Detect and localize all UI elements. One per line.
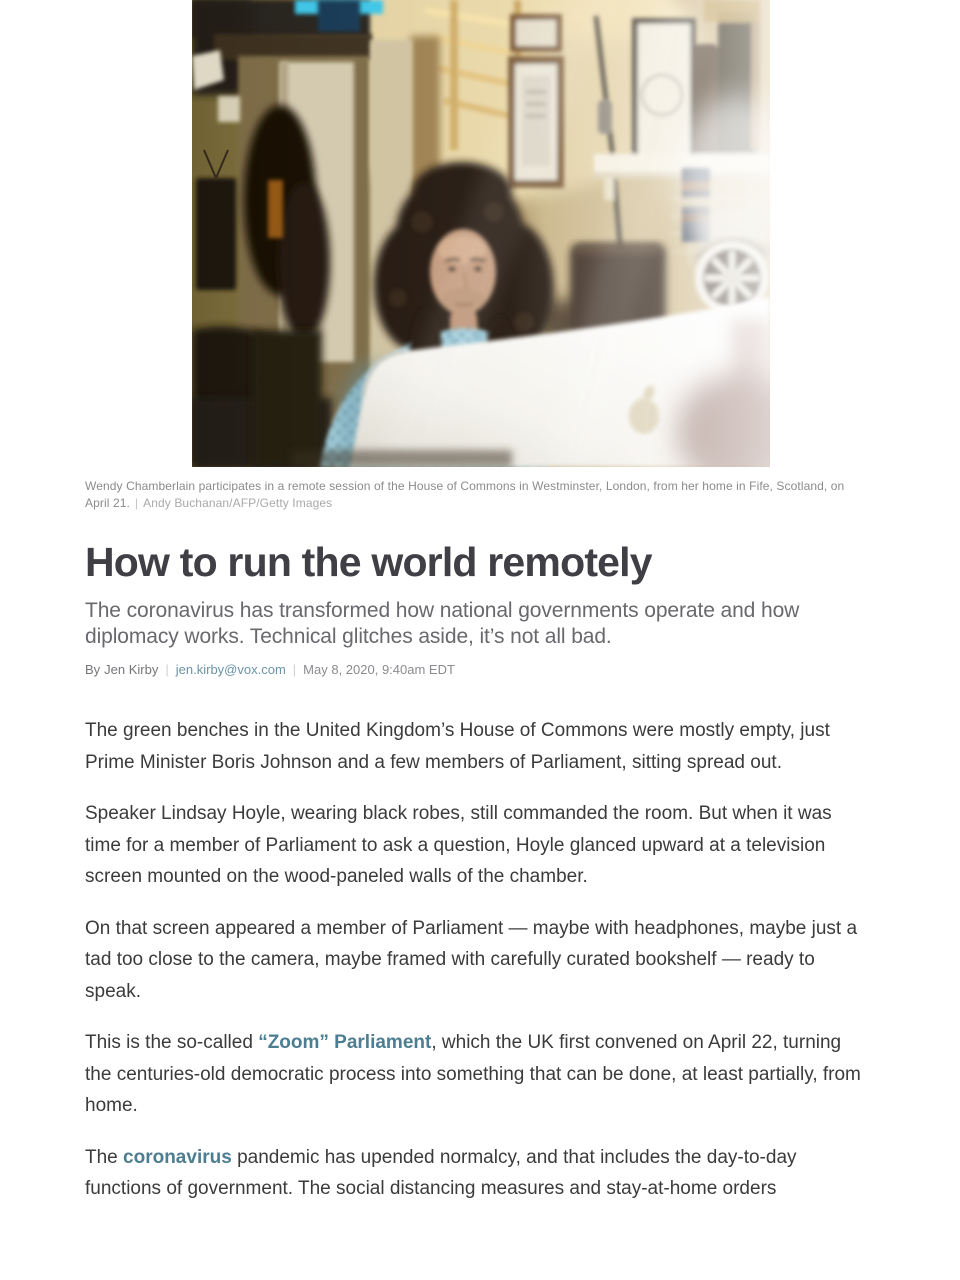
article-hero-image xyxy=(192,0,770,467)
photo-caption xyxy=(85,478,870,511)
byline-separator: | xyxy=(292,662,297,677)
author-email-link[interactable]: jen.kirby@vox.com xyxy=(175,662,286,677)
article-paragraph: The green benches in the United Kingdom’s House of Commons were mostly empty, just Prime Minister Boris Johnson and a few members of Parliament, sitting spread out. xyxy=(85,720,830,773)
caption-credit: Andy Buchanan/AFP/Getty Images xyxy=(143,495,333,510)
inline-link[interactable]: “Zoom” Parliament xyxy=(258,1032,432,1053)
article-paragraph: On that screen appeared a member of Parliament — maybe with headphones, maybe just a tad too close to the camera, maybe framed with carefully curated bookshelf — ready to speak. xyxy=(85,917,858,1002)
article-body xyxy=(85,715,870,1205)
caption-text: Wendy Chamberlain participates in a remote session of the House of Commons in Westminster, London, from her home in Fife, Scotland, on April 21. xyxy=(85,479,845,510)
article-hero xyxy=(192,0,770,467)
article-paragraph: Speaker Lindsay Hoyle, wearing black robes, still commanded the room. But when it was time for a member of Parliament to ask a question, Hoyle glanced upward at a television screen mounted on the wood-paneled walls of the chamber. xyxy=(85,803,832,887)
inline-link[interactable]: coronavirus xyxy=(123,1146,232,1168)
publish-date: May 8, 2020, 9:40am EDT xyxy=(303,662,455,677)
byline-prefix: By xyxy=(85,662,101,677)
caption-separator: | xyxy=(134,495,139,510)
article-dek: The coronavirus has transformed how national governments operate and how diplomacy works. Technical glitches aside, it’s not all bad. xyxy=(85,599,800,648)
author-link[interactable]: Jen Kirby xyxy=(104,662,159,677)
hero-photo-illustration xyxy=(192,0,770,467)
byline-separator: | xyxy=(165,662,169,677)
byline xyxy=(85,662,870,677)
article-title: How to run the world remotely xyxy=(85,539,652,585)
article-paragraph: The coronavirus pandemic has upended normalcy, and that includes the day-to-day functions of government. The social distancing measures and stay-at-home orders xyxy=(85,1146,797,1199)
article-paragraph: This is the so-called “Zoom” Parliament, which the UK first convened on April 22, turning the centuries-old democratic process into something that can be done, at least partially, from home. xyxy=(85,1032,861,1116)
article-content xyxy=(85,478,870,1205)
